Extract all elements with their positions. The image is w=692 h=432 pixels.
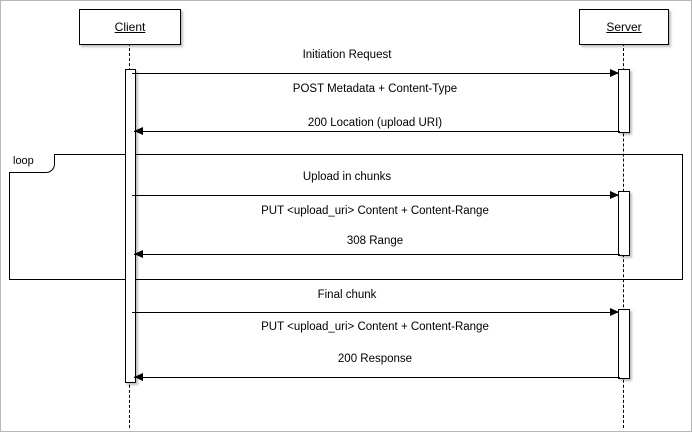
message-arrow-200-location — [134, 127, 143, 135]
message-arrow-200-response — [134, 373, 143, 381]
activation-server-1 — [618, 69, 630, 133]
message-label-308-range: 308 Range — [346, 235, 404, 247]
message-label-final-chunk: Final chunk — [317, 289, 377, 301]
message-arrow-put-chunk — [610, 191, 619, 199]
message-line-put-chunk — [132, 195, 618, 196]
message-label-200-location: 200 Location (upload URI) — [307, 117, 443, 129]
message-line-200-response — [134, 377, 620, 378]
message-label-post-metadata: POST Metadata + Content-Type — [292, 83, 458, 95]
message-label-put-final-chunk: PUT <upload_uri> Content + Content-Range — [261, 321, 489, 333]
message-arrow-put-final-chunk — [610, 308, 619, 316]
actor-client[interactable] — [79, 9, 181, 45]
message-arrow-308-range — [134, 250, 143, 258]
message-arrow-post-metadata — [610, 69, 619, 77]
actor-client-label: Client — [114, 20, 146, 34]
activation-server-3 — [618, 309, 630, 379]
actor-server-label: Server — [606, 20, 642, 34]
message-line-200-location — [134, 131, 620, 132]
actor-server[interactable] — [579, 9, 669, 45]
message-label-put-chunk: PUT <upload_uri> Content + Content-Range — [261, 205, 489, 217]
message-line-308-range — [134, 254, 620, 255]
message-line-post-metadata — [132, 73, 618, 74]
loop-fragment-label: loop — [13, 155, 34, 167]
message-label-200-response: 200 Response — [337, 353, 413, 365]
activation-server-2 — [618, 191, 630, 256]
message-label-initiation-request: Initiation Request — [302, 49, 392, 61]
message-line-put-final-chunk — [132, 312, 618, 313]
message-label-upload-in-chunks: Upload in chunks — [302, 171, 392, 183]
